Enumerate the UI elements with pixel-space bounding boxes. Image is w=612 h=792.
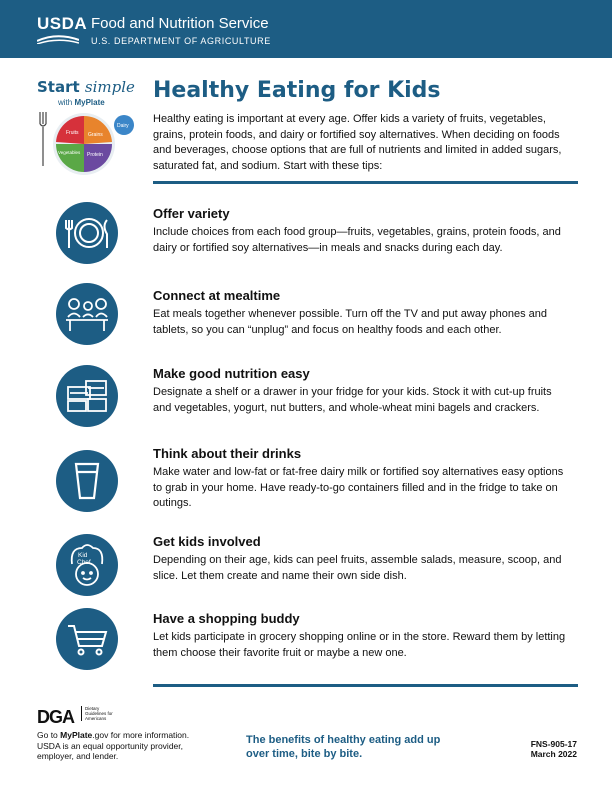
document-code-block xyxy=(501,739,577,759)
tip-body: Designate a shelf or a drawer in your fridge for your kids. Stock it with cut-up fruits and vegetables, yogurt, nut butters, and whole-wheat mini bagels and crackers. xyxy=(153,386,552,414)
with-myplate: with MyPlate xyxy=(58,98,105,107)
document-date: March 2022 xyxy=(530,749,577,759)
header-bar xyxy=(0,0,612,58)
shopping-cart-icon xyxy=(56,608,118,670)
protein-label: Protein xyxy=(87,152,103,158)
tip-title: Make good nutrition easy xyxy=(153,366,310,381)
glass-icon xyxy=(56,450,118,512)
tip-body: Let kids participate in grocery shopping online or in the store. Reward them by letting them choose their favorite fruit or maybe a new one. xyxy=(153,631,566,659)
dga-subtitle: Dietary Guidelines for Americans xyxy=(81,706,115,721)
kid-text: Kid xyxy=(78,552,88,559)
divider-bottom xyxy=(153,684,578,687)
plate-fork-knife-icon xyxy=(56,202,118,264)
usda-swoosh-icon xyxy=(37,34,79,44)
grains-label: Grains xyxy=(88,132,103,138)
page-title: Healthy Eating for Kids xyxy=(153,78,441,103)
department-name: U.S. DEPARTMENT OF AGRICULTURE xyxy=(91,36,271,46)
myplate-icon xyxy=(38,108,138,180)
start-simple-logo: Start simple xyxy=(37,78,135,96)
food-containers-icon xyxy=(56,365,118,427)
tip-body: Make water and low-fat or fat-free dairy milk or fortified soy alternatives easy options to grab in your home. Have ready-to-go containers filled and in the fridge to take on outings. xyxy=(153,466,564,509)
tip-title: Think about their drinks xyxy=(153,446,302,461)
dairy-label: Dairy xyxy=(117,123,129,129)
kid-chef-icon xyxy=(56,534,118,596)
tip-title: Offer variety xyxy=(153,206,230,221)
tip-body: Include choices from each food group—fruits, vegetables, grains, protein foods, and dairy or fortified soy alternatives—in meals and snacks during each day. xyxy=(153,226,561,254)
tagline: The benefits of healthy eating add up over time, bite by bite. xyxy=(246,734,441,760)
document-code: FNS-905-17 xyxy=(530,739,577,749)
fruits-label: Fruits xyxy=(66,130,79,136)
dga-logo: DGA xyxy=(37,707,74,727)
family-table-icon xyxy=(56,283,118,345)
tip-body: Eat meals together whenever possible. Turn off the TV and put away phones and tablets, so you can “unplug” and focus on healthy foods and each other. xyxy=(153,308,548,336)
usda-logo: USDA xyxy=(37,14,88,33)
intro-text: Healthy eating is important at every age. Offer kids a variety of fruits, vegetables, grains, protein foods, and dairy or fortified soy alternatives. When deciding on foods and beverages, choose options that are full of nutrients and limited in added sugars, saturated fat, and sodium. Start with these tips: xyxy=(153,113,562,172)
tip-title: Connect at mealtime xyxy=(153,288,281,303)
tip-title: Have a shopping buddy xyxy=(153,611,300,626)
agency-name: Food and Nutrition Service xyxy=(91,15,269,32)
chef-text: Chef xyxy=(77,559,91,566)
divider-top xyxy=(153,181,578,184)
tip-body: Depending on their age, kids can peel fruits, assemble salads, measure, scoop, and slice. Let them create and name their own side dish. xyxy=(153,554,562,582)
tip-title: Get kids involved xyxy=(153,534,261,549)
myplate-link[interactable]: MyPlate xyxy=(60,730,93,740)
equal-opportunity-text: USDA is an equal opportunity provider, employer, and lender. xyxy=(37,741,184,761)
vegetables-label: Vegetables xyxy=(58,150,81,155)
goto-text: Go to MyPlate.gov for more information. xyxy=(37,730,190,740)
